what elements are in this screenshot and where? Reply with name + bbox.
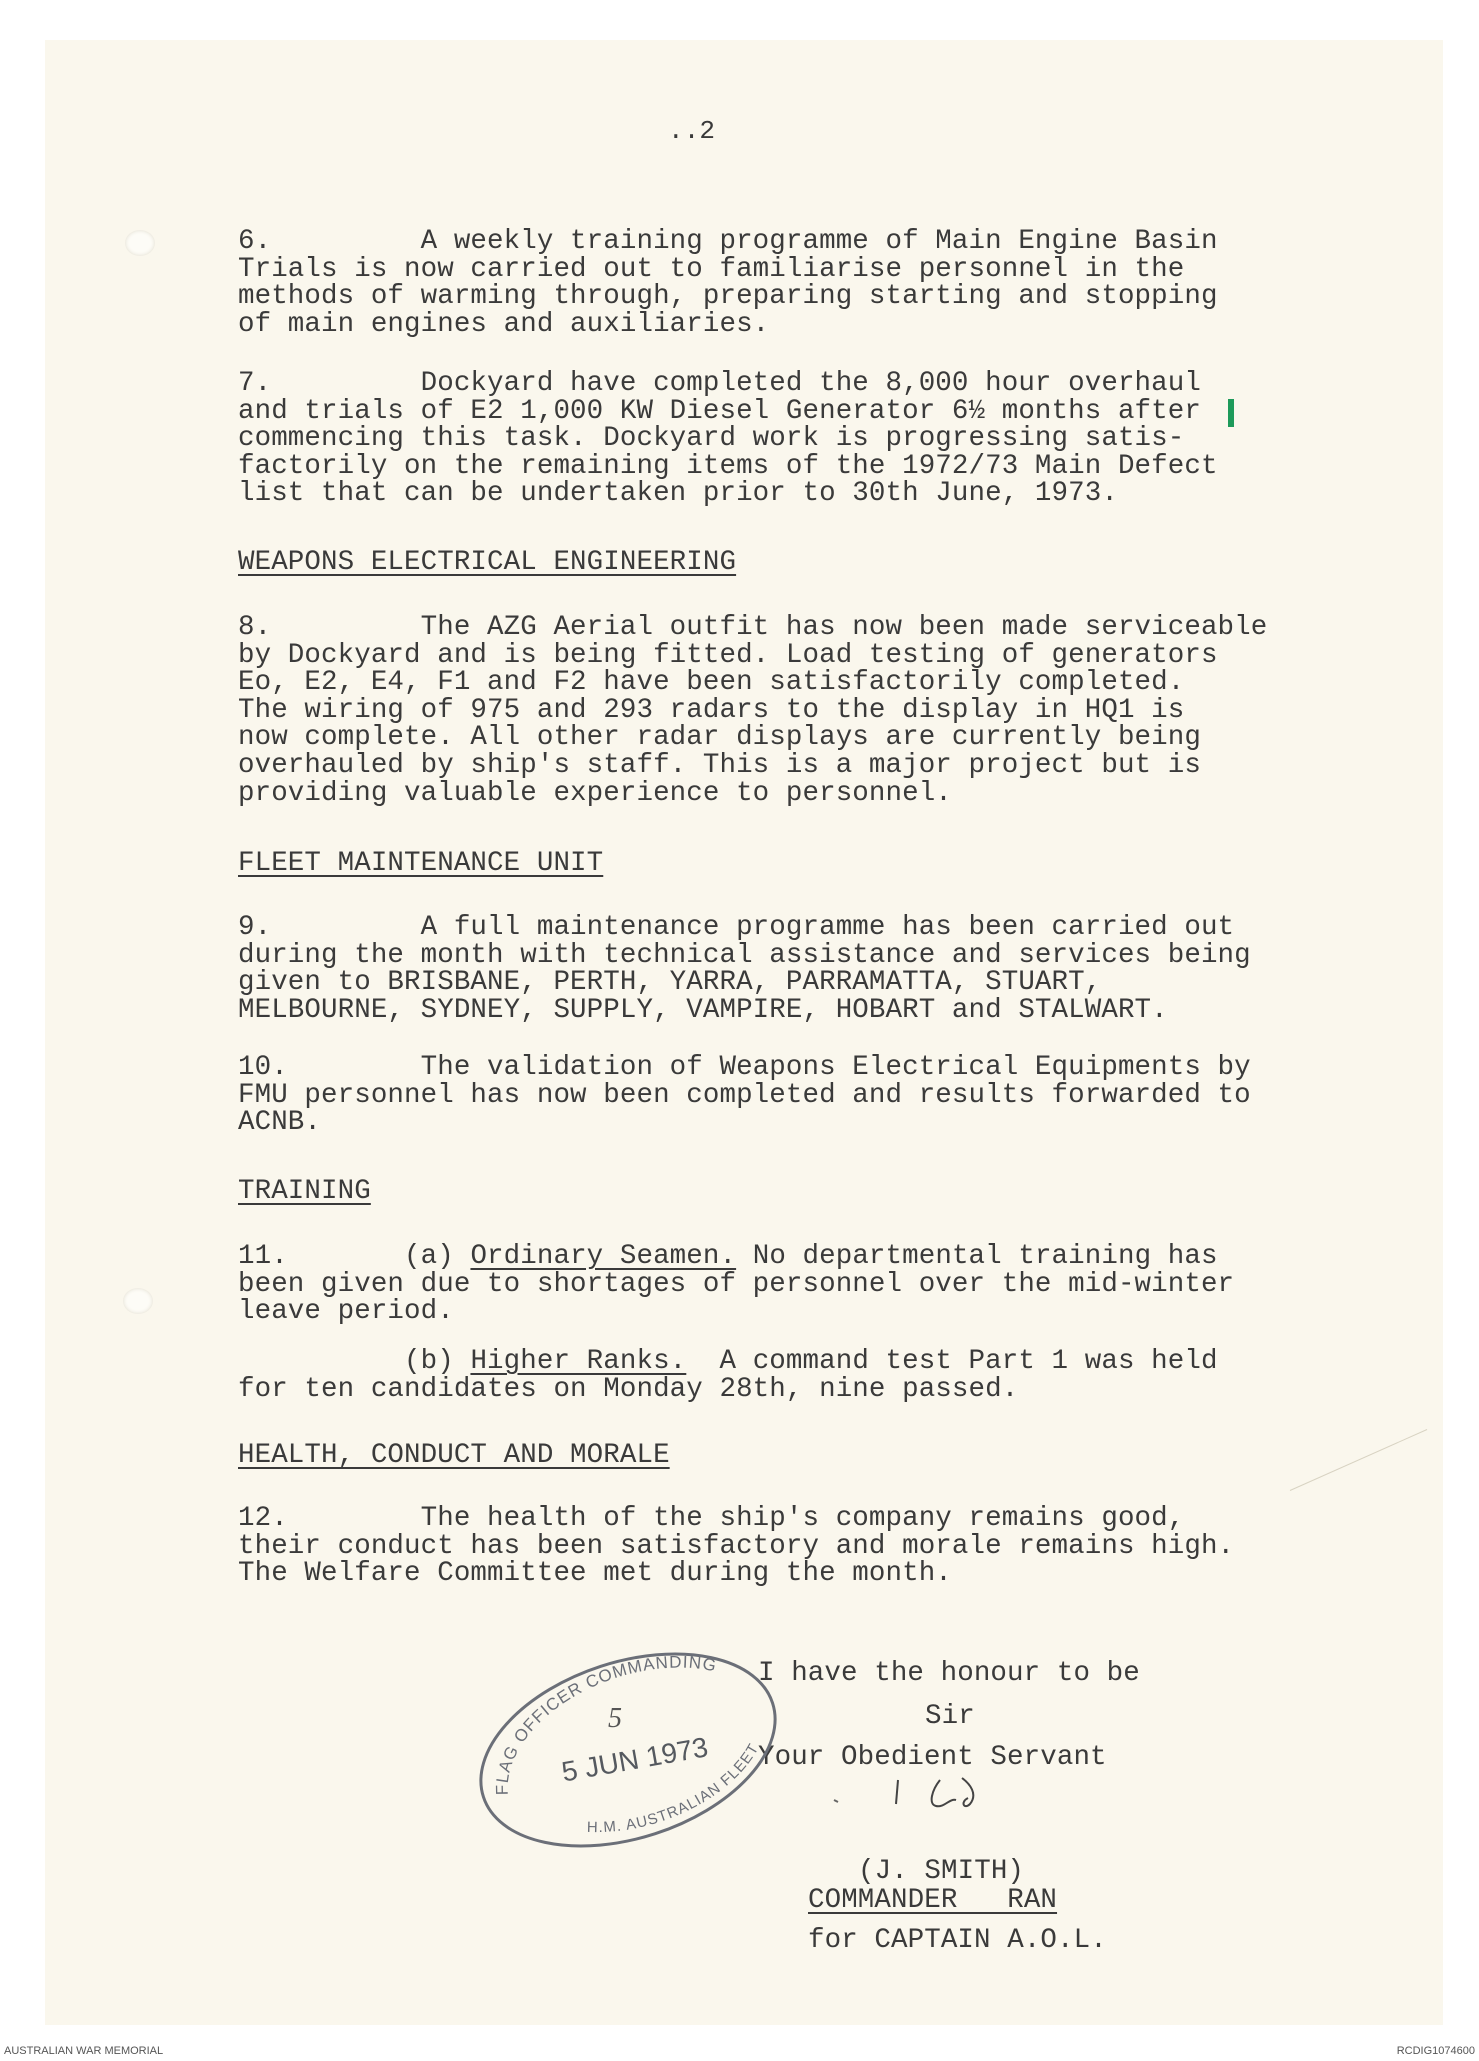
paragraph-7 bbox=[238, 370, 1218, 508]
text-line: of main engines and auxiliaries. bbox=[238, 308, 770, 340]
text-line: overhauled by ship's staff. This is a major project but is bbox=[238, 749, 1201, 781]
stamp-top-text: FLAG OFFICER COMMANDING bbox=[492, 1652, 719, 1796]
text-line: Eo, E2, E4, F1 and F2 have been satisfactorily completed. bbox=[238, 667, 1185, 699]
punch-hole bbox=[123, 1288, 153, 1314]
text-line: 8. The AZG Aerial outfit has now been made serviceable bbox=[238, 612, 1268, 643]
paragraph-number: 11. bbox=[238, 1241, 288, 1272]
paragraph-9 bbox=[238, 914, 1251, 1024]
green-margin-mark bbox=[1228, 399, 1234, 427]
closing-sir: Sir bbox=[925, 1701, 975, 1732]
text-line: list that can be undertaken prior to 30th June, 1973. bbox=[238, 478, 1118, 510]
text-line: 6. A weekly training programme of Main Engine Basin bbox=[238, 226, 1218, 257]
text-line: given to BRISBANE, PERTH, YARRA, PARRAMATTA, STUART, bbox=[238, 967, 1102, 999]
closing-honour: I have the honour to be bbox=[758, 1658, 1140, 1689]
paragraph-8 bbox=[238, 614, 1267, 807]
text-line: providing valuable experience to personnel. bbox=[238, 777, 952, 809]
sub-item-label: (b) bbox=[404, 1346, 471, 1377]
paragraph-10 bbox=[238, 1054, 1251, 1137]
text-line: ACNB. bbox=[238, 1107, 322, 1139]
text-line: for ten candidates on Monday 28th, nine passed. bbox=[238, 1373, 1019, 1405]
paragraph-11b bbox=[238, 1348, 1218, 1403]
text-line: A command test Part 1 was held bbox=[686, 1346, 1218, 1377]
text-line: 12. The health of the ship's company remains good, bbox=[238, 1503, 1185, 1534]
text-line: and trials of E2 1,000 KW Diesel Generator 6½ months after bbox=[238, 395, 1201, 427]
text-line: MELBOURNE, SYDNEY, SUPPLY, VAMPIRE, HOBART and STALWART. bbox=[238, 994, 1168, 1026]
sub-item-label: (a) bbox=[404, 1241, 471, 1272]
underlined-term: Higher Ranks. bbox=[470, 1346, 687, 1377]
text-line: 7. Dockyard have completed the 8,000 hour overhaul bbox=[238, 368, 1201, 399]
text-line: now complete. All other radar displays are currently being bbox=[238, 722, 1201, 754]
text-line: during the month with technical assistance and services being bbox=[238, 939, 1251, 971]
text-line: The Welfare Committee met during the month. bbox=[238, 1558, 952, 1590]
text-line: No departmental training has bbox=[736, 1241, 1218, 1272]
text-line: leave period. bbox=[238, 1296, 454, 1328]
text-line: been given due to shortages of personnel over the mid-winter bbox=[238, 1268, 1235, 1300]
heading-weapons: WEAPONS ELECTRICAL ENGINEERING bbox=[238, 547, 737, 578]
text-line: Trials is now carried out to familiarise personnel in the bbox=[238, 253, 1185, 285]
text-line: methods of warming through, preparing starting and stopping bbox=[238, 281, 1218, 313]
punch-hole bbox=[125, 230, 155, 256]
text-line: 10. The validation of Weapons Electrical Equipments by bbox=[238, 1052, 1251, 1083]
stamp-bottom-text: H.M. AUSTRALIAN FLEET bbox=[586, 1740, 763, 1837]
paragraph-6 bbox=[238, 228, 1218, 338]
signature bbox=[810, 1760, 1110, 1840]
text-line: by Dockyard and is being fitted. Load testing of generators bbox=[238, 639, 1218, 671]
stamp-date: 5 JUN 1973 bbox=[559, 1731, 711, 1788]
text-line: 9. A full maintenance programme has been carried out bbox=[238, 912, 1235, 943]
text-line: their conduct has been satisfactory and morale remains high. bbox=[238, 1530, 1235, 1562]
text-line: commencing this task. Dockyard work is progressing satis- bbox=[238, 423, 1185, 455]
signatory-rank: COMMANDER RAN bbox=[808, 1885, 1058, 1916]
signatory-name: (J. SMITH) bbox=[858, 1856, 1025, 1887]
signatory-for: for CAPTAIN A.O.L. bbox=[808, 1925, 1107, 1956]
underlined-term: Ordinary Seamen. bbox=[470, 1241, 737, 1272]
received-stamp bbox=[468, 1645, 788, 1850]
paragraph-12 bbox=[238, 1505, 1234, 1588]
footer-source: AUSTRALIAN WAR MEMORIAL bbox=[4, 2045, 164, 2057]
heading-training: TRAINING bbox=[238, 1176, 371, 1207]
text-line: factorily on the remaining items of the 1972/73 Main Defect bbox=[238, 450, 1218, 482]
page-number: ..2 bbox=[668, 116, 716, 146]
stamp-handwritten-number: 5 bbox=[608, 1703, 622, 1734]
closing-servant: Your Obedient Servant bbox=[758, 1742, 1107, 1773]
text-line: The wiring of 975 and 293 radars to the display in HQ1 is bbox=[238, 694, 1185, 726]
heading-fmu: FLEET MAINTENANCE UNIT bbox=[238, 848, 604, 879]
heading-health: HEALTH, CONDUCT AND MORALE bbox=[238, 1440, 670, 1471]
footer-identifier: RCDIG1074600 bbox=[1396, 2045, 1475, 2057]
text-line: FMU personnel has now been completed and results forwarded to bbox=[238, 1079, 1251, 1111]
paragraph-11 bbox=[238, 1243, 1234, 1326]
